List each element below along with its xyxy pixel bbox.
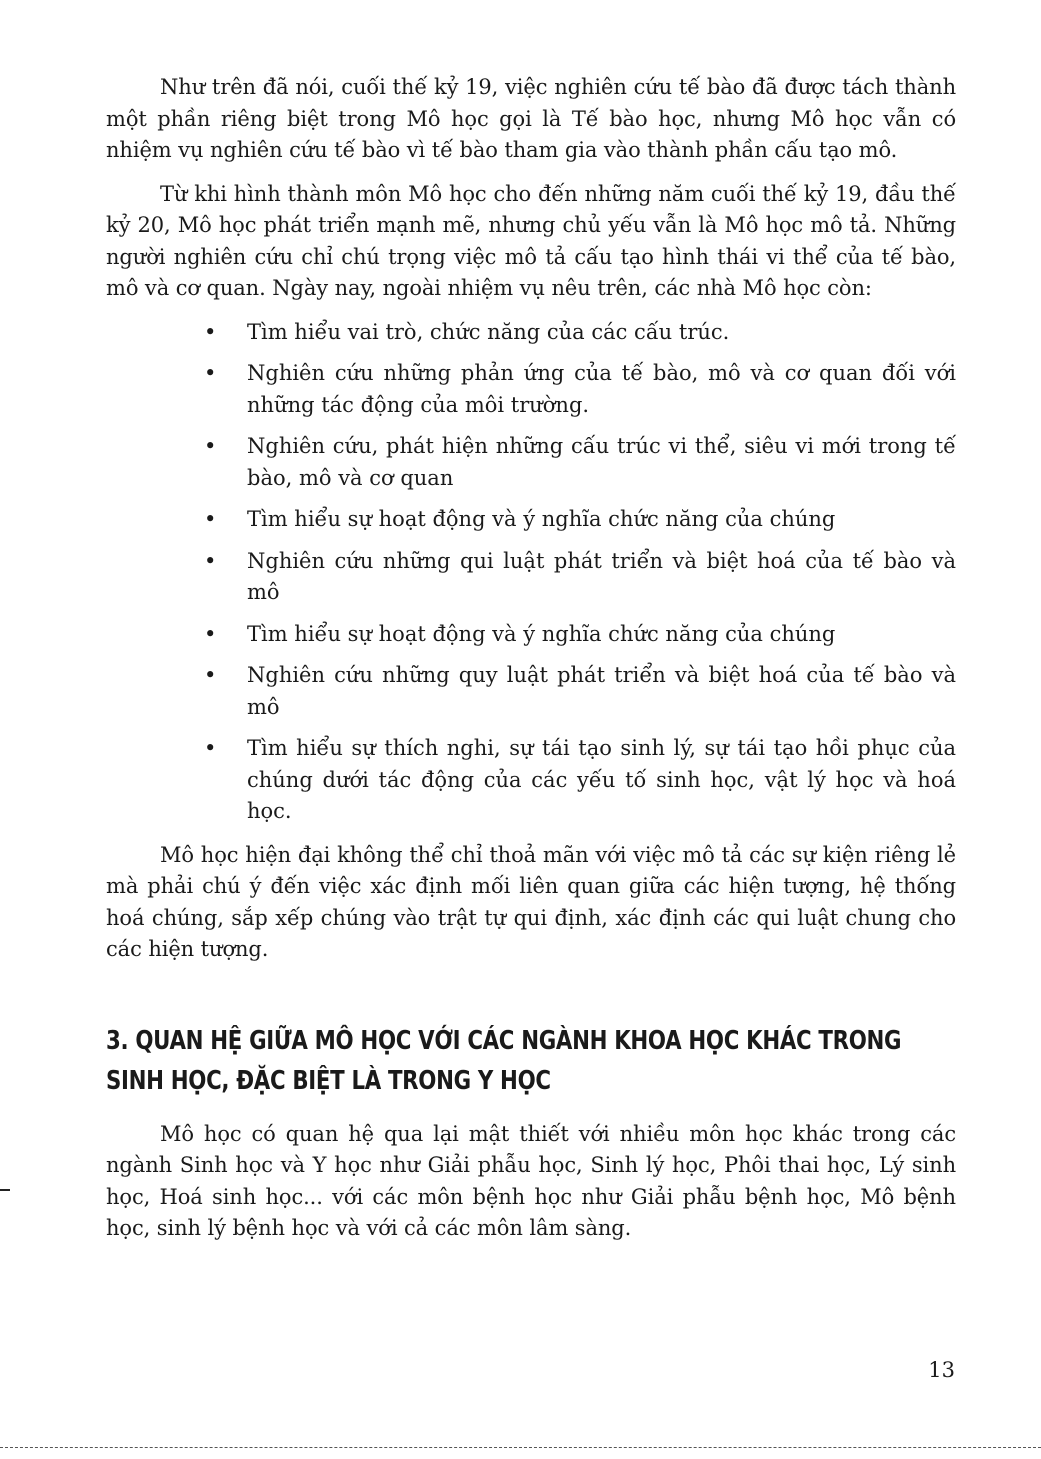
- bullet-icon: •: [204, 548, 217, 573]
- section-heading: 3. QUAN HỆ GIỮA MÔ HỌC VỚI CÁC NGÀNH KHOA HỌC KHÁC TRONG SINH HỌC, ĐẶC BIỆT LÀ TRONG Y HỌC: [106, 1025, 902, 1096]
- task-list: [106, 317, 956, 828]
- paragraph-4: Mô học có quan hệ qua lại mật thiết với nhiều môn học khác trong các ngành Sinh học và Y học như Giải phẫu học, Sinh lý học, Phôi thai học, Lý sinh học, Hoá sinh học... với các môn bệnh học như Giải phẫu bệnh học, Mô bệnh học, sinh lý bệnh học và với cả các môn lâm sàng.: [106, 1121, 956, 1240]
- list-item: • Nghiên cứu, phát hiện những cấu trúc vi thể, siêu vi mới trong tế bào, mô và cơ quan: [106, 431, 956, 494]
- bullet-icon: •: [204, 361, 217, 385]
- bullet-icon: •: [204, 319, 217, 344]
- list-item: • Tìm hiểu sự hoạt động và ý nghĩa chức năng của chúng: [106, 619, 956, 651]
- bullet-icon: •: [204, 507, 217, 531]
- bullet-icon: •: [204, 663, 217, 687]
- list-item: • Nghiên cứu những phản ứng của tế bào, mô và cơ quan đối với những tác động của môi trường.: [106, 358, 956, 421]
- page-body: [106, 72, 956, 1257]
- list-item: • Tìm hiểu sự hoạt động và ý nghĩa chức năng của chúng: [106, 504, 956, 536]
- bullet-icon: •: [204, 434, 217, 458]
- margin-mark: [0, 1189, 10, 1191]
- bullet-icon: •: [204, 621, 217, 646]
- list-item: • Nghiên cứu những qui luật phát triển và biệt hoá của tế bào và mô: [106, 546, 956, 609]
- list-item: • Nghiên cứu những quy luật phát triển và biệt hoá của tế bào và mô: [106, 660, 956, 723]
- paragraph-1: Như trên đã nói, cuối thế kỷ 19, việc nghiên cứu tế bào đã được tách thành một phần riêng biệt trong Mô học gọi là Tế bào học, nhưng Mô học vẫn có nhiệm vụ nghiên cứu tế bào vì tế bào tham gia vào thành phần cấu tạo mô.: [106, 75, 956, 162]
- list-item: • Tìm hiểu vai trò, chức năng của các cấu trúc.: [106, 317, 956, 349]
- paragraph-2: Từ khi hình thành môn Mô học cho đến những năm cuối thế kỷ 19, đầu thế kỷ 20, Mô học phát triển mạnh mẽ, nhưng chủ yếu vẫn là Mô học mô tả. Những người nghiên cứu chỉ chú trọng việc mô tả cấu tạo hình thái vi thể của tế bào, mô và cơ quan. Ngày nay, ngoài nhiệm vụ nêu trên, các nhà Mô học còn:: [106, 181, 956, 300]
- list-item: • Tìm hiểu sự thích nghi, sự tái tạo sinh lý, sự tái tạo hồi phục của chúng dưới tác động của các yếu tố sinh học, vật lý học và hoá học.: [106, 733, 956, 828]
- bottom-dashed-rule: [0, 1447, 1041, 1448]
- paragraph-3: Mô học hiện đại không thể chỉ thoả mãn với việc mô tả các sự kiện riêng lẻ mà phải chú ý đến việc xác định mối liên quan giữa các hiện tượng, hệ thống hoá chúng, sắp xếp chúng vào trật tự qui định, xác định các qui luật chung cho các hiện tượng.: [106, 842, 956, 961]
- bullet-icon: •: [204, 736, 217, 760]
- page-number: 13: [928, 1358, 955, 1382]
